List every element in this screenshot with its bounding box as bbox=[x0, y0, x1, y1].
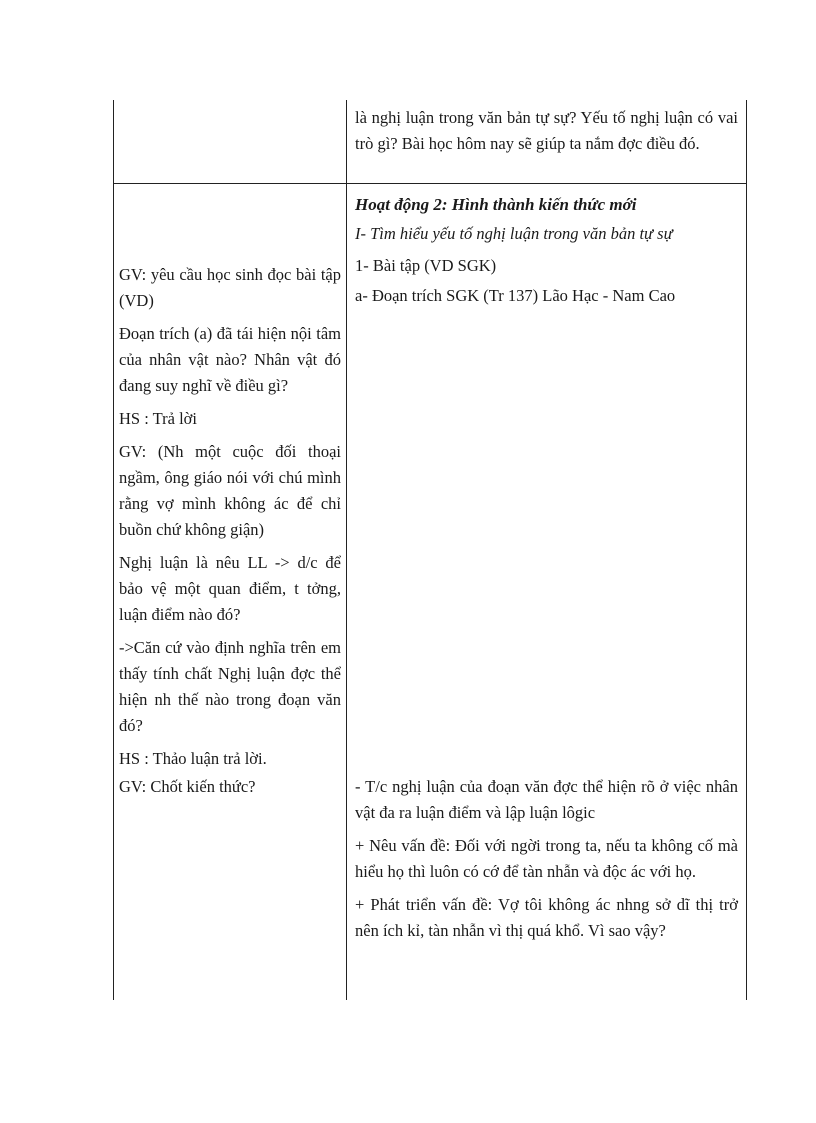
table-row-divider bbox=[113, 183, 747, 184]
analysis-question: ->Căn cứ vào định nghĩa trên em thấy tính chất Nghị luận đợc thể hiện nh thế nào trong đoạn văn đó? bbox=[119, 638, 341, 735]
problem-statement: + Nêu vấn đề: Đối với ngời trong ta, nếu ta không cố mà hiểu họ thì luôn có cớ để tàn nhẫn và độc ác với họ. bbox=[355, 836, 738, 881]
section-subheading: I- Tìm hiểu yếu tố nghị luận trong văn bản tự sự bbox=[355, 224, 673, 243]
argument-summary: - T/c nghị luận của đoạn văn đợc thể hiện rõ ở việc nhân vật đa ra luận điểm và lập luận lôgic bbox=[355, 777, 738, 822]
exercise-item: 1- Bài tập (VD SGK) bbox=[355, 256, 497, 275]
row2-left-cell bbox=[119, 262, 341, 800]
row1-right-cell bbox=[355, 105, 738, 157]
question-paragraph: Đoạn trích (a) đã tái hiện nội tâm của nhân vật nào? Nhân vật đó đang suy nghĩ về điều gì? bbox=[119, 324, 341, 395]
row2-right-top-cell bbox=[355, 192, 738, 316]
student-discussion: HS : Thảo luận trả lời. bbox=[119, 749, 267, 768]
teacher-conclusion: GV: Chốt kiến thức? bbox=[119, 777, 256, 796]
table-column-divider bbox=[346, 100, 347, 1000]
teacher-instruction: GV: yêu cầu học sinh đọc bài tập (VD) bbox=[119, 265, 341, 310]
table-border-left bbox=[113, 100, 114, 1000]
definition-question: Nghị luận là nêu LL -> d/c để bảo vệ một quan điểm, t tởng, luận điểm nào đó? bbox=[119, 553, 341, 624]
problem-development: + Phát triển vấn đề: Vợ tôi không ác nhng sở dĩ thị trở nên ích kỉ, tàn nhẫn vì thị quá khổ. Vì sao vậy? bbox=[355, 895, 738, 940]
student-answer: HS : Trả lời bbox=[119, 409, 197, 428]
intro-paragraph: là nghị luận trong văn bản tự sự? Yếu tố nghị luận có vai trò gì? Bài học hôm nay sẽ giúp ta nắm đợc điều đó. bbox=[355, 108, 738, 153]
table-border-right bbox=[746, 100, 747, 1000]
excerpt-item: a- Đoạn trích SGK (Tr 137) Lão Hạc - Nam Cao bbox=[355, 286, 676, 305]
activity-heading: Hoạt động 2: Hình thành kiến thức mới bbox=[355, 195, 637, 214]
teacher-explanation: GV: (Nh một cuộc đối thoại ngầm, ông giáo nói với chú mình rằng vợ mình không ác để chỉ buồn chứ không giận) bbox=[119, 442, 341, 539]
lesson-table bbox=[113, 100, 747, 1000]
row2-right-bottom-cell bbox=[355, 774, 738, 944]
